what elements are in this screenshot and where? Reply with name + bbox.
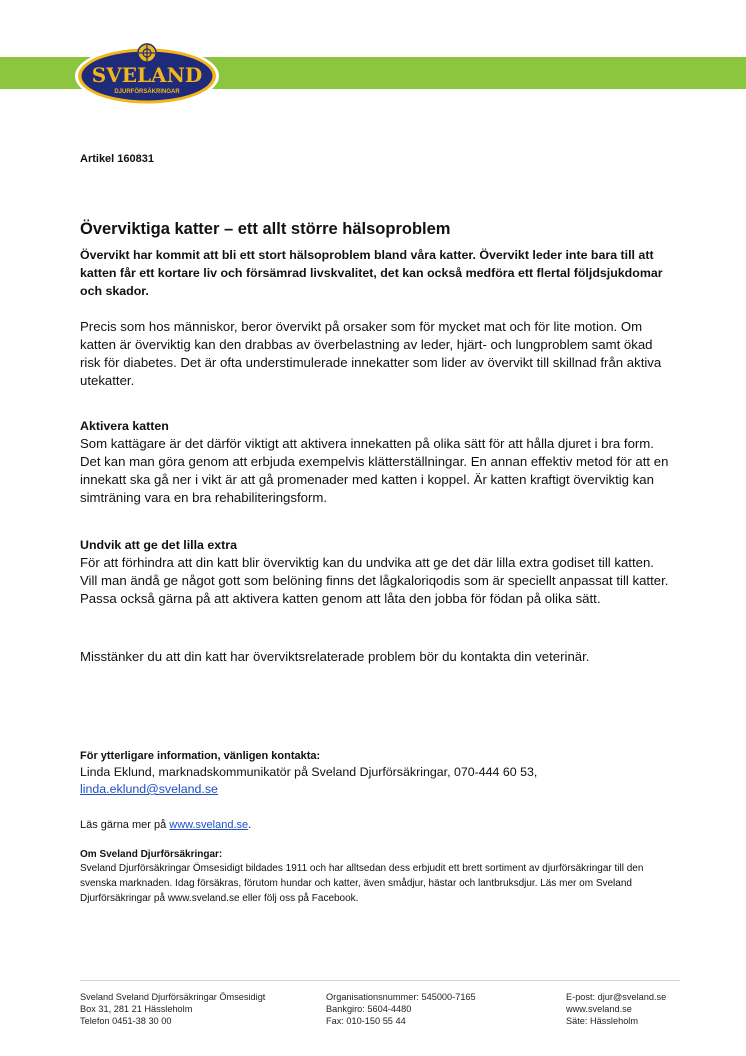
- section-heading-activate: Aktivera katten: [80, 419, 169, 433]
- section-heading-avoid-extra: Undvik att ge det lilla extra: [80, 538, 237, 552]
- logo-tagline: DJURFÖRSÄKRINGAR: [114, 89, 180, 95]
- closing-paragraph: Misstänker du att din katt har överviktsrelaterade problem bör du kontakta din veterinär.: [80, 649, 590, 664]
- footer-divider: [80, 980, 680, 981]
- headline: Överviktiga katter – ett allt större hälsoproblem: [80, 220, 451, 238]
- read-more: [80, 817, 560, 833]
- logo-wordmark: SVELAND: [91, 63, 203, 87]
- footer-company-name: Sveland Sveland Djurförsäkringar Ömsesidigt: [80, 992, 266, 1002]
- footer-address: Box 31, 281 21 Hässleholm: [80, 1004, 193, 1014]
- footer-seat: Säte: Hässleholm: [566, 1016, 639, 1026]
- contact-line: Linda Eklund, marknadskommunikatör på Sveland Djurförsäkringar, 070-444 60 53,: [80, 765, 538, 779]
- section-text-avoid-extra: För att förhindra att din katt blir överviktig kan du undvika att ge det där lilla extra godiset till katten. Vill man ändå ge något gott som belöning finns det lågkaloriqodis som är speciellt anpassat till katter. Passa också gärna på att aktivera katten genom att låta den jobba för födan på olika sätt.: [80, 555, 669, 606]
- intro-paragraph: Precis som hos människor, beror övervikt på orsaker som för mycket mat och för lite motion. Om katten är överviktig kan den drabbas av överbelastning av leder, hjärt- och lungproblem samt ökad risk för diabetes. Det är ofta understimulerade innekatter som lider av övervikt till skillnad från aktiva utekatter.: [80, 319, 662, 388]
- footer-bankgiro: Bankgiro: 5604-4480: [326, 1004, 412, 1014]
- footer-company-column: [80, 991, 265, 1027]
- footer-website: www.sveland.se: [566, 1004, 632, 1014]
- crest-icon: [138, 44, 156, 62]
- read-more-prefix: Läs gärna mer på: [80, 819, 170, 831]
- about-text: Sveland Djurförsäkringar Ömsesidigt bildades 1911 och har alltsedan dess erbjudit ett brett sortiment av djurförsäkringar till den svenska marknaden. Idag försäkras, förutom hundar och katter, även smådjur, hästar och lantbruksdjur. Läs mer om Sveland Djurförsäkringar på www.sveland.se eller följ oss på Facebook.: [80, 863, 644, 904]
- contact-email-link[interactable]: linda.eklund@sveland.se: [80, 782, 218, 796]
- sveland-logo[interactable]: [72, 36, 222, 108]
- footer-registration-column: [326, 991, 476, 1027]
- section-text-activate: Som kattägare är det därför viktigt att aktivera innekatten på olika sätt för att hålla djuret i bra form. Det kan man göra genom att erbjuda exempelvis klätterställningar. En annan effektiv metod för att en innekatt ska gå ner i vikt är att gå promenader med katten i koppel. Är katten kraftigt överviktig kan simträning vara en bra rehabiliteringsform.: [80, 436, 669, 505]
- lead-paragraph: Övervikt har kommit att bli ett stort hälsoproblem bland våra katter. Övervikt leder inte bara till att katten får ett kortare liv och försämrad livskvalitet, det kan också medföra ett flertal följdsjukdomar och skador.: [80, 248, 663, 298]
- article-label: Artikel 160831: [80, 153, 154, 165]
- footer-org-number: Organisationsnummer: 545000-7165: [326, 992, 476, 1002]
- footer-fax: Fax: 010-150 55 44: [326, 1016, 406, 1026]
- footer-phone: Telefon 0451-38 30 00: [80, 1016, 172, 1026]
- contact-heading: För ytterligare information, vänligen kontakta:: [80, 750, 321, 762]
- footer-email: E-post: djur@sveland.se: [566, 992, 667, 1002]
- website-link[interactable]: www.sveland.se: [169, 819, 249, 831]
- footer-contact-column: [566, 991, 666, 1027]
- read-more-suffix: .: [248, 819, 252, 831]
- about-heading: Om Sveland Djurförsäkringar:: [80, 849, 223, 860]
- contact-details: [80, 764, 550, 798]
